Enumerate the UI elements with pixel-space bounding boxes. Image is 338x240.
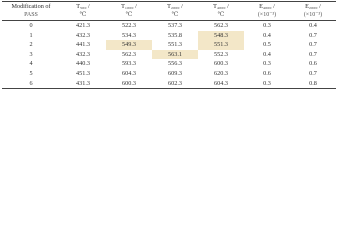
header-t2000: T₂₀₀₀ / bbox=[152, 2, 198, 12]
table-cell: 0 bbox=[29, 22, 33, 29]
table-cell: 0.7 bbox=[309, 69, 317, 77]
table-cell: 0.4 bbox=[263, 31, 271, 39]
table-cell: 604.3 bbox=[122, 69, 136, 77]
table-row bbox=[2, 79, 336, 89]
table-cell: 620.3 bbox=[214, 69, 228, 77]
table-cell: 432.3 bbox=[76, 31, 90, 39]
header-t2000-unit: ℃ bbox=[152, 11, 198, 21]
table-row bbox=[2, 21, 336, 31]
table-cell: 451.3 bbox=[76, 69, 90, 77]
header-e2000: E₂₀₀₀ / bbox=[290, 2, 336, 12]
header-t4000: T₄₀₀₀ / bbox=[198, 2, 244, 12]
table-cell: 0.7 bbox=[309, 41, 317, 49]
table-cell: 0.3 bbox=[263, 22, 271, 29]
table-cell: 0.3 bbox=[263, 60, 271, 68]
table-cell: 0.4 bbox=[309, 22, 317, 29]
header-row-1 bbox=[2, 2, 336, 12]
table-cell: 534.3 bbox=[122, 31, 136, 39]
header-e4000: E₄₀₀₀ / bbox=[244, 2, 290, 12]
table-cell: 602.3 bbox=[152, 79, 198, 89]
table-cell: 6 bbox=[2, 79, 60, 89]
table-cell: 440.3 bbox=[76, 60, 90, 68]
table-cell: 535.8 bbox=[168, 31, 182, 39]
table-cell: 609.3 bbox=[168, 69, 182, 77]
table-cell: 562.3 bbox=[214, 22, 228, 29]
header-t500: T₅₀₀ / bbox=[60, 2, 106, 12]
table-cell: 562.3 bbox=[122, 50, 136, 58]
data-table bbox=[2, 1, 336, 89]
table-cell: 0.5 bbox=[263, 41, 271, 49]
table-cell: 431.3 bbox=[60, 79, 106, 89]
table-cell: 2 bbox=[29, 41, 33, 49]
header-row-2 bbox=[2, 11, 336, 21]
header-t1000-unit: ℃ bbox=[106, 11, 152, 21]
table-cell: 432.3 bbox=[76, 50, 90, 58]
table-figure bbox=[0, 0, 338, 89]
table-cell: 0.7 bbox=[309, 50, 317, 58]
table-cell: 0.8 bbox=[290, 79, 336, 89]
table-row bbox=[2, 69, 336, 79]
table-body bbox=[2, 21, 336, 89]
table-cell: 441.3 bbox=[76, 41, 90, 49]
header-e4000-unit: (×10⁻³) bbox=[244, 11, 290, 21]
table-header bbox=[2, 2, 336, 21]
table-row bbox=[2, 40, 336, 50]
table-cell-highlighted: 563.1 bbox=[152, 50, 198, 60]
table-cell: 556.3 bbox=[168, 60, 182, 68]
header-t500-unit: ℃ bbox=[60, 11, 106, 21]
table-cell: 0.4 bbox=[263, 50, 271, 58]
header-t4000-unit: ℃ bbox=[198, 11, 244, 21]
table-cell: 551.3 bbox=[168, 41, 182, 49]
table-cell-highlighted: 549.3 bbox=[106, 40, 152, 50]
table-cell: 604.3 bbox=[198, 79, 244, 89]
header-modification-sub: PASS bbox=[2, 11, 60, 21]
table-cell-highlighted: 548.3 bbox=[198, 31, 244, 41]
table-row bbox=[2, 31, 336, 41]
table-cell: 421.3 bbox=[76, 22, 90, 29]
table-cell: 0.6 bbox=[309, 60, 317, 68]
table-cell: 1 bbox=[29, 31, 33, 39]
header-modification: Modification of bbox=[2, 2, 60, 12]
table-cell: 5 bbox=[29, 69, 33, 77]
table-row bbox=[2, 50, 336, 60]
header-e2000-unit: (×10⁻³) bbox=[290, 11, 336, 21]
table-cell: 3 bbox=[29, 50, 33, 58]
table-cell-highlighted: 551.3 bbox=[198, 40, 244, 50]
table-cell: 593.3 bbox=[122, 60, 136, 68]
table-cell: 0.3 bbox=[244, 79, 290, 89]
table-cell: 552.3 bbox=[214, 50, 228, 58]
table-cell: 600.3 bbox=[106, 79, 152, 89]
table-cell: 0.6 bbox=[263, 69, 271, 77]
table-cell: 537.3 bbox=[168, 22, 182, 29]
table-cell: 0.7 bbox=[309, 31, 317, 39]
table-cell: 600.3 bbox=[214, 60, 228, 68]
table-row bbox=[2, 59, 336, 69]
table-cell: 4 bbox=[29, 60, 33, 68]
table-cell: 522.3 bbox=[122, 22, 136, 29]
header-t1000: T₁₀₀₀ / bbox=[106, 2, 152, 12]
